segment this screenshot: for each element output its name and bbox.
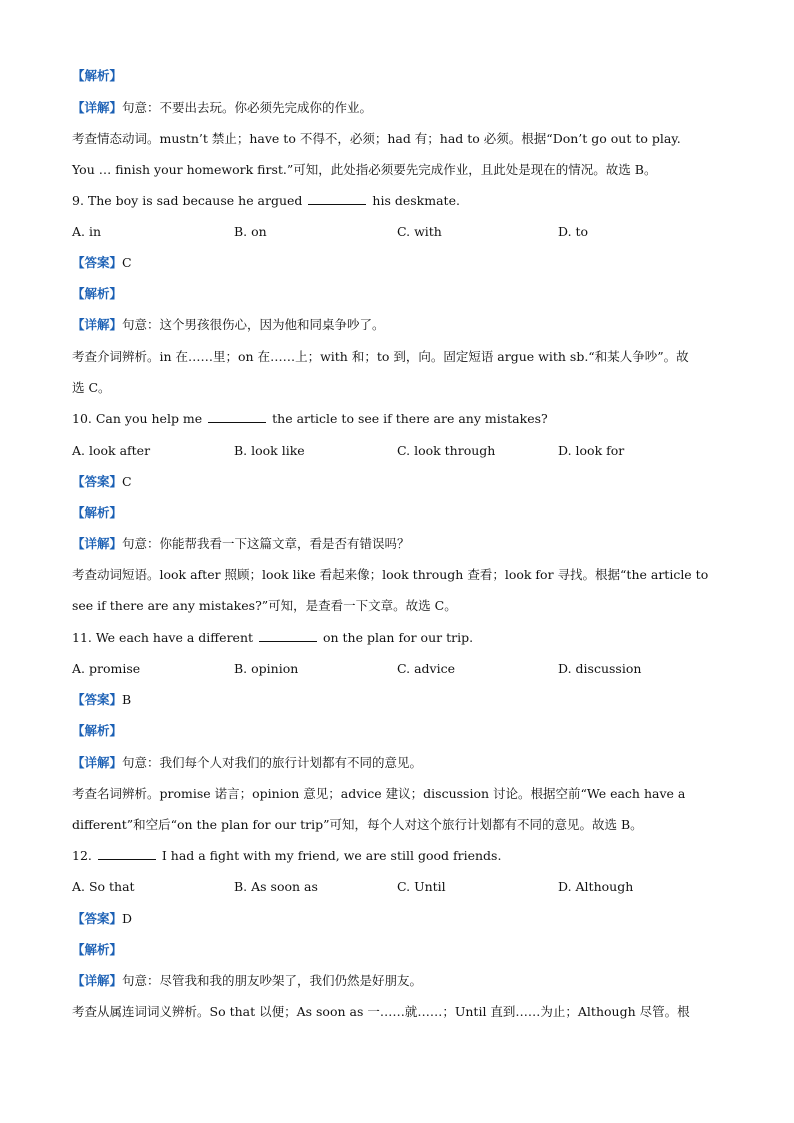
option-c: C. look through — [397, 443, 496, 458]
answer-line: 【答案】C — [72, 474, 132, 489]
explanation-line: 考查名词辨析。promise 诺言；opinion 意见；advice 建议；discussion 讨论。根据空前“We each have a — [72, 786, 686, 801]
detail-line: 【详解】句意：不要出去玩。你必须先完成你的作业。 — [72, 100, 373, 115]
analysis-heading: 【解析】 — [72, 286, 123, 301]
option-d: D. discussion — [558, 661, 642, 676]
answer-blank — [98, 847, 156, 860]
explanation-line: 考查介词辨析。in 在……里；on 在……上；with 和；to 到，向。固定短语 argue with sb.“和某人争吵”。故 — [72, 349, 689, 364]
option-d: D. to — [558, 224, 589, 239]
question-stem: 12. I had a fight with my friend, we are still good friends. — [72, 848, 502, 863]
option-b: B. opinion — [234, 661, 299, 676]
detail-line: 【详解】句意：你能帮我看一下这篇文章，看是否有错误吗？ — [72, 536, 410, 551]
analysis-heading: 【解析】 — [72, 68, 123, 83]
explanation-line: see if there are any mistakes?”可知，是查看一下文章。故选 C。 — [72, 598, 457, 613]
analysis-heading: 【解析】 — [72, 723, 123, 738]
option-c: C. with — [397, 224, 442, 239]
answer-line: 【答案】C — [72, 255, 132, 270]
explanation-line: 选 C。 — [72, 380, 111, 395]
option-c: C. advice — [397, 661, 455, 676]
explanation-line: 考查动词短语。look after 照顾；look like 看起来像；look through 查看；look for 寻找。根据“the article to — [72, 567, 709, 582]
option-d: D. Although — [558, 879, 634, 894]
answer-blank — [259, 629, 317, 642]
detail-line: 【详解】句意：我们每个人对我们的旅行计划都有不同的意见。 — [72, 755, 423, 770]
option-d: D. look for — [558, 443, 625, 458]
explanation-line: 考查从属连词词义辨析。So that 以便；As soon as 一……就……；Until 直到……为止；Although 尽管。根 — [72, 1004, 690, 1019]
explanation-line: 考查情态动词。mustn’t 禁止；have to 不得不，必须；had 有；had to 必须。根据“Don’t go out to play. — [72, 131, 681, 146]
explanation-line: You … finish your homework first.”可知，此处指必须要先完成作业，且此处是现在的情况。故选 B。 — [72, 162, 657, 177]
analysis-heading: 【解析】 — [72, 942, 123, 957]
option-a: A. in — [72, 224, 102, 239]
answer-line: 【答案】D — [72, 911, 133, 926]
question-stem: 10. Can you help me the article to see if there are any mistakes? — [72, 411, 548, 426]
option-c: C. Until — [397, 879, 446, 894]
option-a: A. look after — [72, 443, 151, 458]
detail-line: 【详解】句意：这个男孩很伤心，因为他和同桌争吵了。 — [72, 317, 385, 332]
option-a: A. promise — [72, 661, 141, 676]
option-a: A. So that — [72, 879, 135, 894]
option-b: B. on — [234, 224, 267, 239]
option-b: B. look like — [234, 443, 305, 458]
question-stem: 9. The boy is sad because he argued his deskmate. — [72, 193, 460, 208]
answer-blank — [308, 192, 366, 205]
question-stem: 11. We each have a different on the plan for our trip. — [72, 630, 474, 645]
answer-line: 【答案】B — [72, 692, 132, 707]
option-b: B. As soon as — [234, 879, 318, 894]
answer-blank — [208, 410, 266, 423]
analysis-heading: 【解析】 — [72, 505, 123, 520]
explanation-line: different”和空后“on the plan for our trip”可知，每个人对这个旅行计划都有不同的意见。故选 B。 — [72, 817, 643, 832]
detail-line: 【详解】句意：尽管我和我的朋友吵架了，我们仍然是好朋友。 — [72, 973, 423, 988]
